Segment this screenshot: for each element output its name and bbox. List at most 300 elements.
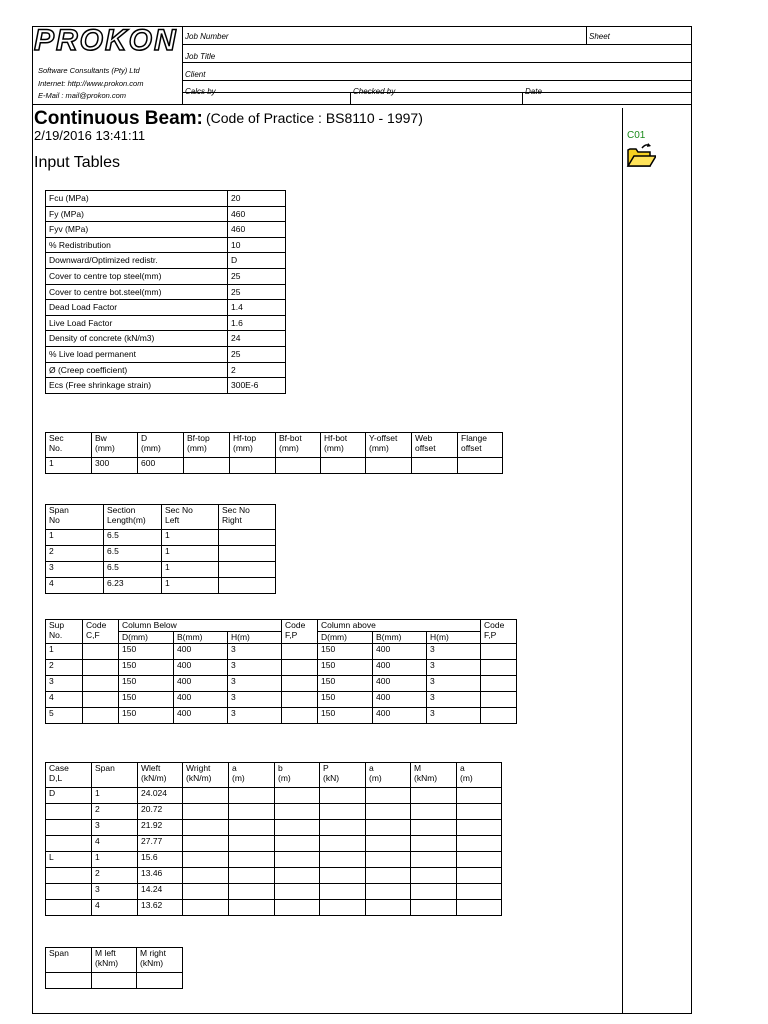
table-cell: Ecs (Free shrinkage strain) bbox=[46, 378, 228, 394]
table-cell: 3 bbox=[427, 660, 481, 676]
timestamp: 2/19/2016 13:41:11 bbox=[34, 128, 146, 143]
header-line: Sec bbox=[49, 433, 64, 443]
calc-code-link[interactable]: C01 bbox=[627, 130, 646, 141]
table-cell bbox=[137, 973, 183, 989]
table-row bbox=[46, 458, 503, 474]
table-cell bbox=[276, 458, 321, 474]
table-cell bbox=[321, 458, 366, 474]
calcs-by-label: Calcs by bbox=[185, 87, 216, 96]
table-cell bbox=[457, 900, 502, 916]
table-cell: 3 bbox=[427, 708, 481, 724]
table-cell: 2 bbox=[92, 804, 138, 820]
table-cell bbox=[412, 458, 458, 474]
header-line: (mm) bbox=[187, 443, 207, 453]
table-cell: 4 bbox=[46, 578, 104, 594]
table-cell: 20.72 bbox=[138, 804, 183, 820]
table-cell: 3 bbox=[46, 562, 104, 578]
table-cell bbox=[275, 852, 320, 868]
header-line: Sec No bbox=[222, 505, 250, 515]
table-cell: 150 bbox=[119, 644, 174, 660]
table-cell: 2 bbox=[228, 362, 286, 378]
table-cell: 2 bbox=[92, 868, 138, 884]
table-cell: 6.5 bbox=[104, 530, 162, 546]
open-folder-icon[interactable] bbox=[626, 142, 656, 173]
table-cell: 4 bbox=[92, 836, 138, 852]
table-cell bbox=[183, 788, 229, 804]
table-row bbox=[46, 884, 502, 900]
table-cell bbox=[320, 852, 366, 868]
header-line: Case bbox=[49, 763, 69, 773]
table-cell: 150 bbox=[119, 676, 174, 692]
table-row bbox=[46, 820, 502, 836]
table-cell: 400 bbox=[373, 644, 427, 660]
table-cell bbox=[83, 660, 119, 676]
table-cell bbox=[411, 820, 457, 836]
table-cell bbox=[229, 868, 275, 884]
date-label: Date bbox=[525, 87, 542, 96]
table-cell bbox=[46, 836, 92, 852]
header-line: Hf-top bbox=[233, 433, 257, 443]
table-cell bbox=[366, 458, 412, 474]
table-cell: 3 bbox=[427, 676, 481, 692]
table-cell: 3 bbox=[228, 660, 282, 676]
column-header bbox=[92, 948, 137, 973]
table-cell bbox=[275, 900, 320, 916]
header-row-line bbox=[182, 92, 692, 93]
prokon-logo: PROKON bbox=[34, 24, 178, 57]
header-line: Right bbox=[222, 515, 242, 525]
table-cell: 20 bbox=[228, 191, 286, 207]
column-header bbox=[458, 433, 503, 458]
header-line: F,P bbox=[484, 630, 497, 640]
table-cell bbox=[229, 900, 275, 916]
table-cell: Dead Load Factor bbox=[46, 300, 228, 316]
table-cell bbox=[219, 530, 276, 546]
header-line: M bbox=[414, 763, 422, 773]
table-cell bbox=[46, 820, 92, 836]
table-cell: 3 bbox=[92, 820, 138, 836]
table-cell bbox=[92, 973, 137, 989]
header-line: (m) bbox=[278, 773, 291, 783]
table-cell bbox=[320, 836, 366, 852]
table-cell: 1 bbox=[92, 788, 138, 804]
table-cell bbox=[275, 820, 320, 836]
table-cell: 25 bbox=[228, 268, 286, 284]
header-line: Span bbox=[49, 948, 69, 958]
header-line: Span bbox=[95, 763, 115, 773]
table-cell: 1 bbox=[46, 644, 83, 660]
table-cell bbox=[481, 676, 517, 692]
table-cell: 400 bbox=[174, 708, 228, 724]
table-cell bbox=[83, 644, 119, 660]
header-line: M right bbox=[140, 948, 166, 958]
table-cell bbox=[282, 660, 318, 676]
table-row bbox=[46, 804, 502, 820]
table-cell bbox=[457, 884, 502, 900]
table-cell: 2 bbox=[46, 660, 83, 676]
table-cell: 460 bbox=[228, 206, 286, 222]
header-line: (mm) bbox=[141, 443, 161, 453]
table-cell bbox=[457, 820, 502, 836]
table-cell: Density of concrete (kN/m3) bbox=[46, 331, 228, 347]
header-line: (m) bbox=[369, 773, 382, 783]
header-divider bbox=[586, 26, 587, 44]
table-cell: 24.024 bbox=[138, 788, 183, 804]
table-cell bbox=[366, 852, 411, 868]
table-row bbox=[46, 346, 286, 362]
header-line: Hf-bot bbox=[324, 433, 348, 443]
header-line: (mm) bbox=[324, 443, 344, 453]
column-header bbox=[92, 763, 138, 788]
header-line: Flange bbox=[461, 433, 487, 443]
table-cell bbox=[366, 788, 411, 804]
header-line: Length(m) bbox=[107, 515, 146, 525]
table-cell: 3 bbox=[228, 644, 282, 660]
header-line: (kN/m) bbox=[141, 773, 167, 783]
table-cell bbox=[275, 868, 320, 884]
table-cell bbox=[229, 788, 275, 804]
header-line: Bf-bot bbox=[279, 433, 302, 443]
header-line: Code bbox=[285, 620, 306, 630]
table-cell bbox=[457, 804, 502, 820]
table-cell bbox=[320, 884, 366, 900]
table-row bbox=[46, 788, 502, 804]
header-row bbox=[46, 948, 183, 973]
job-number-label: Job Number bbox=[185, 32, 229, 41]
table-cell: 150 bbox=[119, 660, 174, 676]
table-cell: 3 bbox=[228, 676, 282, 692]
table-cell bbox=[411, 804, 457, 820]
table-cell: 150 bbox=[318, 692, 373, 708]
table-cell: 3 bbox=[427, 692, 481, 708]
table-row bbox=[46, 676, 517, 692]
table-cell: 300E-6 bbox=[228, 378, 286, 394]
table-cell bbox=[219, 546, 276, 562]
company-name: Software Consultants (Pty) Ltd bbox=[38, 66, 140, 75]
spans-table bbox=[45, 504, 276, 594]
table-row bbox=[46, 578, 276, 594]
table-cell: 300 bbox=[92, 458, 138, 474]
header-line: (m) bbox=[232, 773, 245, 783]
section-heading: Input Tables bbox=[34, 154, 120, 171]
table-row bbox=[46, 546, 276, 562]
header-line: Span bbox=[49, 505, 69, 515]
header-row-line bbox=[182, 80, 692, 81]
column-header bbox=[230, 433, 276, 458]
column-header bbox=[481, 620, 517, 644]
header-line: Y-offset bbox=[369, 433, 398, 443]
table-cell bbox=[46, 900, 92, 916]
table-cell bbox=[411, 884, 457, 900]
table-cell: 400 bbox=[174, 644, 228, 660]
table-cell: Live Load Factor bbox=[46, 315, 228, 331]
table-row bbox=[46, 191, 286, 207]
column-subheader: D(mm) bbox=[119, 632, 174, 644]
table-cell: % Live load permanent bbox=[46, 346, 228, 362]
materials-table bbox=[45, 190, 286, 394]
column-header bbox=[276, 433, 321, 458]
table-cell bbox=[457, 868, 502, 884]
table-row bbox=[46, 222, 286, 238]
table-cell bbox=[229, 884, 275, 900]
column-header: Column Below bbox=[119, 620, 282, 632]
table-cell bbox=[83, 708, 119, 724]
column-header bbox=[92, 433, 138, 458]
column-header bbox=[184, 433, 230, 458]
table-cell: 150 bbox=[318, 708, 373, 724]
column-subheader: H(m) bbox=[228, 632, 282, 644]
table-cell: % Redistribution bbox=[46, 237, 228, 253]
table-row bbox=[46, 331, 286, 347]
table-row bbox=[46, 900, 502, 916]
header-line: (mm) bbox=[279, 443, 299, 453]
table-cell bbox=[183, 804, 229, 820]
table-cell: 400 bbox=[373, 676, 427, 692]
table-cell: 1.4 bbox=[228, 300, 286, 316]
column-header bbox=[138, 763, 183, 788]
header-line: (kNm) bbox=[95, 958, 119, 968]
table-cell: D bbox=[46, 788, 92, 804]
table-cell bbox=[411, 788, 457, 804]
client-label: Client bbox=[185, 70, 206, 79]
checked-by-label: Checked by bbox=[353, 87, 396, 96]
sections-table bbox=[45, 432, 503, 474]
header-row bbox=[46, 620, 517, 632]
table-cell: 13.62 bbox=[138, 900, 183, 916]
header-line: Sec No bbox=[165, 505, 193, 515]
header-row bbox=[46, 763, 502, 788]
table-cell: 4 bbox=[92, 900, 138, 916]
table-cell: 25 bbox=[228, 346, 286, 362]
table-cell: 1 bbox=[162, 530, 219, 546]
table-cell: 2 bbox=[46, 546, 104, 562]
table-cell bbox=[46, 884, 92, 900]
header-line: (mm) bbox=[233, 443, 253, 453]
table-cell: 1 bbox=[46, 458, 92, 474]
table-cell: 1.6 bbox=[228, 315, 286, 331]
header-line: No bbox=[49, 515, 60, 525]
table-cell bbox=[282, 676, 318, 692]
table-cell bbox=[320, 868, 366, 884]
table-cell bbox=[46, 868, 92, 884]
column-header bbox=[457, 763, 502, 788]
table-cell: 150 bbox=[318, 644, 373, 660]
table-cell bbox=[229, 820, 275, 836]
table-cell bbox=[229, 836, 275, 852]
code-of-practice: (Code of Practice : BS8110 - 1997) bbox=[206, 110, 423, 126]
table-cell: 400 bbox=[373, 708, 427, 724]
header-line: Wright bbox=[186, 763, 211, 773]
column-header bbox=[46, 433, 92, 458]
table-cell bbox=[275, 788, 320, 804]
moments-table bbox=[45, 947, 183, 989]
column-subheader: B(mm) bbox=[174, 632, 228, 644]
table-cell: Cover to centre top steel(mm) bbox=[46, 268, 228, 284]
header-line: a bbox=[232, 763, 237, 773]
table-cell: 24 bbox=[228, 331, 286, 347]
column-header bbox=[229, 763, 275, 788]
column-header bbox=[137, 948, 183, 973]
column-header bbox=[46, 763, 92, 788]
table-cell bbox=[457, 852, 502, 868]
table-cell: 1 bbox=[92, 852, 138, 868]
document-title: Continuous Beam: bbox=[34, 108, 203, 129]
table-cell: 5 bbox=[46, 708, 83, 724]
column-header bbox=[282, 620, 318, 644]
table-cell bbox=[411, 868, 457, 884]
table-cell: 13.46 bbox=[138, 868, 183, 884]
column-header: Column above bbox=[318, 620, 481, 632]
table-cell bbox=[219, 562, 276, 578]
header-line: (kNm) bbox=[140, 958, 164, 968]
table-cell bbox=[366, 820, 411, 836]
table-row bbox=[46, 378, 286, 394]
header-line: Web bbox=[415, 433, 433, 443]
header-line: a bbox=[460, 763, 465, 773]
column-header bbox=[366, 433, 412, 458]
table-cell: 150 bbox=[318, 676, 373, 692]
table-row bbox=[46, 836, 502, 852]
header-line: D bbox=[141, 433, 148, 443]
header-line: Wleft bbox=[141, 763, 161, 773]
table-cell bbox=[411, 900, 457, 916]
header-line: (mm) bbox=[369, 443, 389, 453]
header-line: M left bbox=[95, 948, 116, 958]
table-cell bbox=[458, 458, 503, 474]
table-cell: 4 bbox=[46, 692, 83, 708]
header-line: No. bbox=[49, 630, 63, 640]
header-line: b bbox=[278, 763, 283, 773]
table-row bbox=[46, 692, 517, 708]
table-row bbox=[46, 300, 286, 316]
table-cell bbox=[183, 900, 229, 916]
table-cell: Ø (Creep coefficient) bbox=[46, 362, 228, 378]
column-subheader: B(mm) bbox=[373, 632, 427, 644]
table-row bbox=[46, 253, 286, 269]
table-cell bbox=[229, 804, 275, 820]
table-cell bbox=[481, 692, 517, 708]
table-row bbox=[46, 660, 517, 676]
table-cell bbox=[183, 820, 229, 836]
table-cell bbox=[183, 884, 229, 900]
table-row bbox=[46, 362, 286, 378]
table-cell: 10 bbox=[228, 237, 286, 253]
table-cell bbox=[83, 692, 119, 708]
column-subheader: H(m) bbox=[427, 632, 481, 644]
table-row bbox=[46, 708, 517, 724]
column-header bbox=[412, 433, 458, 458]
header-divider bbox=[522, 92, 523, 104]
table-cell: Fyv (MPa) bbox=[46, 222, 228, 238]
table-cell: 150 bbox=[119, 708, 174, 724]
table-cell: 6.23 bbox=[104, 578, 162, 594]
table-cell bbox=[366, 900, 411, 916]
table-cell bbox=[46, 804, 92, 820]
column-header bbox=[46, 505, 104, 530]
column-header bbox=[183, 763, 229, 788]
table-cell bbox=[481, 644, 517, 660]
table-cell bbox=[183, 868, 229, 884]
table-cell bbox=[481, 708, 517, 724]
table-cell: 600 bbox=[138, 458, 184, 474]
table-row bbox=[46, 852, 502, 868]
table-cell bbox=[282, 692, 318, 708]
table-cell: 6.5 bbox=[104, 562, 162, 578]
table-cell: 3 bbox=[46, 676, 83, 692]
table-cell: 400 bbox=[373, 660, 427, 676]
header-line: (mm) bbox=[95, 443, 115, 453]
table-cell bbox=[366, 884, 411, 900]
table-cell bbox=[320, 900, 366, 916]
header-bottom-line bbox=[32, 104, 692, 105]
table-cell bbox=[282, 644, 318, 660]
table-cell: 460 bbox=[228, 222, 286, 238]
table-cell: 27.77 bbox=[138, 836, 183, 852]
header-line: Code bbox=[86, 620, 107, 630]
header-row-line bbox=[182, 44, 692, 45]
header-line: F,P bbox=[285, 630, 298, 640]
table-row bbox=[46, 530, 276, 546]
table-cell: Cover to centre bot.steel(mm) bbox=[46, 284, 228, 300]
table-cell bbox=[366, 804, 411, 820]
table-cell: 3 bbox=[427, 644, 481, 660]
table-cell: 3 bbox=[228, 692, 282, 708]
table-cell: 21.92 bbox=[138, 820, 183, 836]
company-email: E-Mail : mail@prokon.com bbox=[38, 91, 127, 100]
table-cell bbox=[275, 884, 320, 900]
margin-column-divider bbox=[622, 108, 623, 1014]
table-cell: D bbox=[228, 253, 286, 269]
company-internet: Internet: http://www.prokon.com bbox=[38, 79, 144, 88]
table-cell bbox=[184, 458, 230, 474]
table-cell: 1 bbox=[46, 530, 104, 546]
table-cell: 400 bbox=[174, 660, 228, 676]
table-cell bbox=[275, 804, 320, 820]
table-cell bbox=[83, 676, 119, 692]
header-line: (m) bbox=[460, 773, 473, 783]
table-cell: 1 bbox=[162, 562, 219, 578]
header-line: Bf-top bbox=[187, 433, 210, 443]
column-header bbox=[275, 763, 320, 788]
supports-table bbox=[45, 619, 517, 724]
table-cell bbox=[457, 836, 502, 852]
table-cell bbox=[320, 820, 366, 836]
table-cell bbox=[275, 836, 320, 852]
table-row bbox=[46, 973, 183, 989]
table-cell bbox=[282, 708, 318, 724]
header-line: (kN) bbox=[323, 773, 340, 783]
table-cell bbox=[457, 788, 502, 804]
table-cell: 15.6 bbox=[138, 852, 183, 868]
table-cell: 400 bbox=[174, 676, 228, 692]
table-cell: 150 bbox=[119, 692, 174, 708]
header-line: offset bbox=[461, 443, 482, 453]
header-row-line bbox=[182, 62, 692, 63]
table-cell bbox=[230, 458, 276, 474]
table-row bbox=[46, 206, 286, 222]
header-line: Section bbox=[107, 505, 136, 515]
table-cell: 400 bbox=[373, 692, 427, 708]
table-cell bbox=[320, 788, 366, 804]
column-header bbox=[320, 763, 366, 788]
header-line: D,L bbox=[49, 773, 63, 783]
header-line: a bbox=[369, 763, 374, 773]
loads-table bbox=[45, 762, 502, 916]
table-cell bbox=[481, 660, 517, 676]
table-cell: 3 bbox=[92, 884, 138, 900]
sheet-label: Sheet bbox=[589, 32, 610, 41]
header-line: (kN/m) bbox=[186, 773, 212, 783]
